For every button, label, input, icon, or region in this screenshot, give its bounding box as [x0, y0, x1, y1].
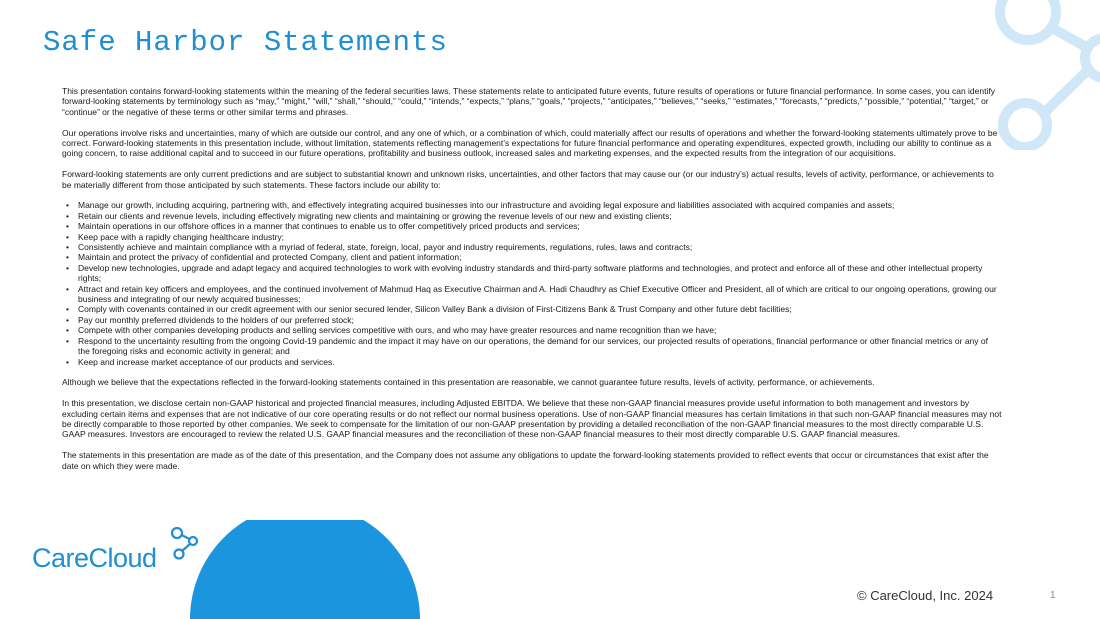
logo-molecule-icon	[169, 526, 201, 562]
list-item: • Retain our clients and revenue levels, including effectively migrating new clients and maintaining or growing the revenue levels of our new and existing clients;	[78, 211, 1002, 221]
expectations-paragraph: Although we believe that the expectations reflected in the forward-looking statements contained in this presentation are reasonable, we cannot guarantee future results, levels of activity, performance, or achievements.	[62, 377, 875, 388]
list-item: • Keep pace with a rapidly changing healthcare industry;	[78, 232, 1002, 242]
list-item: • Keep and increase market acceptance of our products and services.	[78, 357, 1002, 367]
blue-arc-decoration	[190, 520, 420, 619]
list-item: • Attract and retain key officers and employees, and the continued involvement of Mahmud Haq as Executive Chairman and A. Hadi Chaudhry as Chief Executive Officer and President, all of which are critical to our ongoing operations, growing our business and integrating of our newly acquired businesses;	[78, 284, 1002, 305]
intro-paragraph: This presentation contains forward-looking statements within the meaning of the federal securities laws. These statements relate to anticipated future events, future results of operations or future financial performance. In some cases, you can identify forward-looking statements by terminology such as “may,” “might,” “will,” “shall,” “should,” “could,” “intends,” “expects,” “plans,” “goals,” “projects,” “anticipates,” “believes,” “seeks,” “estimates,” “forecasts,” “predicts,” “possible,” “potential,” “target,” or “continue” or the negative of these terms or other similar terms and phrases.	[62, 86, 995, 117]
list-item: • Compete with other companies developing products and selling services competitive with ours, and who may have greater resources and name recognition than we have;	[78, 325, 1002, 335]
logo-text: CareCloud	[32, 543, 157, 573]
copyright-text: © CareCloud, Inc. 2024	[857, 588, 994, 603]
carecloud-logo	[32, 543, 157, 574]
factors-paragraph: Forward-looking statements are only current predictions and are subject to substantial known and unknown risks, uncertainties, and other factors that may cause our (or our industry’s) actual results, levels of activity, performance, or achievements to be materially different from those anticipated by such statements. These factors include our ability to:	[62, 169, 994, 190]
list-item: • Manage our growth, including acquiring, partnering with, and effectively integrating acquired businesses into our infrastructure and avoiding legal exposure and liabilities associated with acquired companies and assets;	[78, 200, 1002, 210]
non-gaap-paragraph: In this presentation, we disclose certain non-GAAP historical and projected financial measures, including Adjusted EBITDA. We believe that these non-GAAP financial measures provide useful information to both management and investors by excluding certain items and expenses that are not indicative of our core operating results or do not reflect our normal business operations. Use of non-GAAP financial measures has certain limitations in that such non-GAAP financial measures may not be directly comparable to those reported by other companies. We seek to compensate for the limitation of our non-GAAP presentation by providing a detailed reconciliation of the non-GAAP financial measures to the most directly comparable U.S. GAAP measures. Investors are encouraged to review the related U.S. GAAP financial measures and the reconciliation of these non-GAAP financial measures to their most directly comparable U.S. GAAP financial measures.	[62, 398, 1002, 440]
safe-harbor-body	[62, 86, 1002, 481]
list-item: • Comply with covenants contained in our credit agreement with our senior secured lender, Silicon Valley Bank a division of First-Citizens Bank & Trust Company and other future debt facilities;	[78, 304, 1002, 314]
factors-list	[62, 200, 1002, 367]
list-item: • Maintain operations in our offshore offices in a manner that continues to enable us to offer competitively priced products and services;	[78, 221, 1002, 231]
page-title: Safe Harbor Statements	[43, 26, 448, 59]
list-item: • Respond to the uncertainty resulting from the ongoing Covid-19 pandemic and the impact it may have on our operations, the demand for our services, our projected results of operations, financial performance or other financial metrics or any of the foregoing risks and economic activity in general; and	[78, 336, 1002, 357]
date-paragraph: The statements in this presentation are made as of the date of this presentation, and the Company does not assume any obligations to update the forward-looking statements provided to reflect events that occur or circumstances that exist after the date on which they were made.	[62, 450, 989, 471]
list-item: • Pay our monthly preferred dividends to the holders of our preferred stock;	[78, 315, 1002, 325]
list-item: • Maintain and protect the privacy of confidential and protected Company, client and patient information;	[78, 252, 1002, 262]
list-item: • Consistently achieve and maintain compliance with a myriad of federal, state, foreign, local, payor and industry requirements, regulations, rules, laws and contracts;	[78, 242, 1002, 252]
page-number: 1	[1050, 590, 1056, 601]
list-item: • Develop new technologies, upgrade and adapt legacy and acquired technologies to work with evolving industry standards and third-party software platforms and technologies, and protect and enforce all of these and other intellectual property rights;	[78, 263, 1002, 284]
risk-paragraph: Our operations involve risks and uncertainties, many of which are outside our control, and any one of which, or a combination of which, could materially affect our results of operations and whether the forward-looking statements ultimately prove to be correct. Forward-looking statements in this presentation include, without limitation, statements reflecting management’s expectations for future financial performance and operating expenditures, expected growth, including our ability to continue as a going concern, to raise additional capital and to succeed in our future operations, profitability and business outlook, increased sales and marketing expenses, and the expected results from the integration of our acquisitions.	[62, 127, 998, 159]
